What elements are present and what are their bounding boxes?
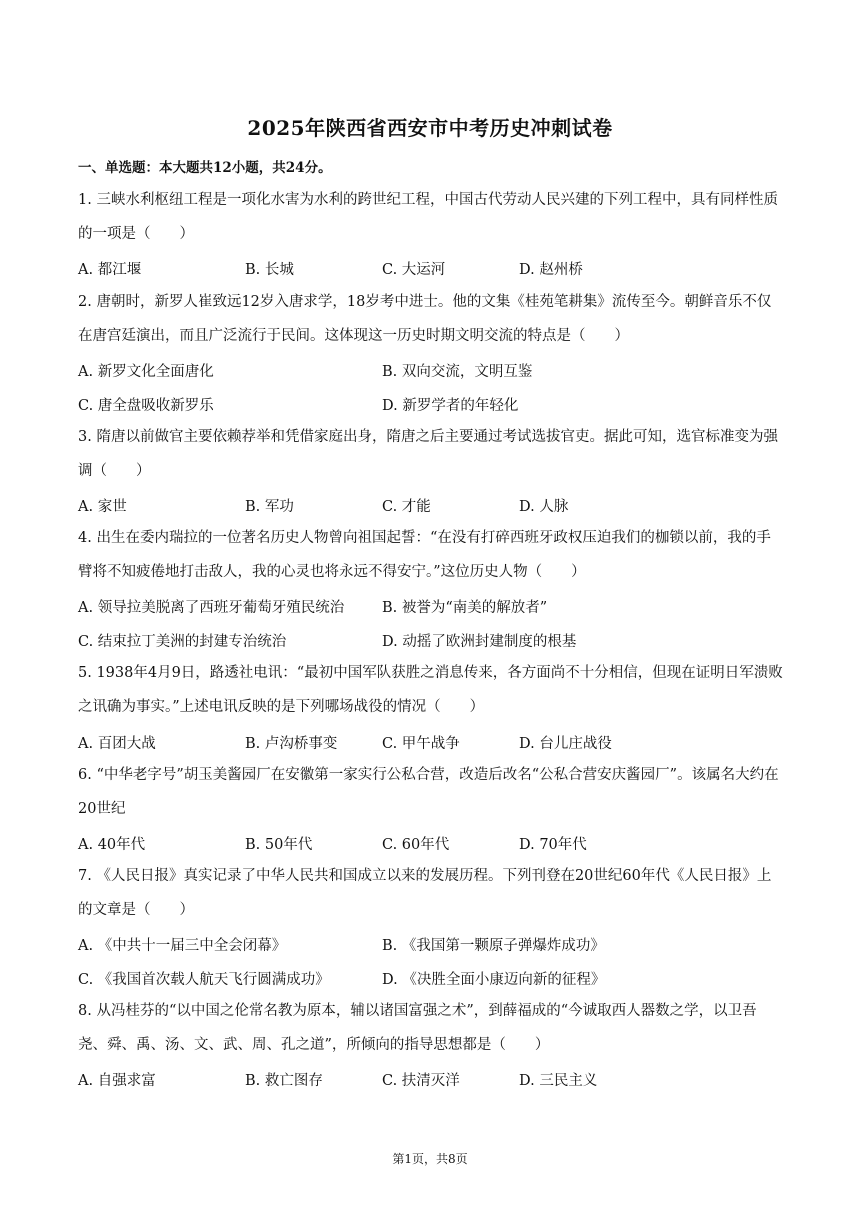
option-d: D. 台儿庄战役: [519, 736, 612, 752]
option-b: B. 被誉为“南美的解放者”: [382, 600, 548, 616]
option-a: A. 《中共十一届三中全会闭幕》: [78, 938, 287, 954]
option-c: C. 结束拉丁美洲的封建专治统治: [78, 634, 287, 650]
question-1: 1. 三峡水利枢纽工程是一项化水害为水利的跨世纪工程，中国古代劳动人民兴建的下列工程中，具有同样性质的一项是（ ）: [78, 192, 778, 242]
options-1: [78, 258, 784, 284]
page-title: 2025年陕西省西安市中考历史冲刺试卷: [247, 116, 613, 140]
options-5: [78, 732, 784, 758]
options-2b: [78, 394, 784, 420]
option-c: C. 扶清灭洋: [382, 1073, 460, 1089]
option-c: C. 才能: [382, 499, 431, 515]
question-2: 2. 唐朝时，新罗人崔致远12岁入唐求学，18岁考中进士。他的文集《桂苑笔耕集》流传至今。朝鲜音乐不仅在唐宫廷演出，而且广泛流行于民间。这体现这一历史时期文明交流的特点是（ ）: [78, 294, 772, 344]
option-a: A. 都江堰: [78, 262, 142, 278]
option-c: C. 大运河: [382, 262, 446, 278]
question-6: 6. “中华老字号”胡玉美酱园厂在安徽第一家实行公私合营，改造后改名“公私合营安庆酱园厂”。该属名大约在20世纪: [78, 767, 779, 817]
question-4: 4. 出生在委内瑞拉的一位著名历史人物曾向祖国起誓：“在没有打碎西班牙政权压迫我们的枷锁以前，我的手臂将不知疲倦地打击敌人，我的心灵也将永远不得安宁。”这位历史人物（ ）: [78, 530, 771, 580]
page-footer: 第1页，共8页: [392, 1152, 468, 1166]
question-7: 7. 《人民日报》真实记录了中华人民共和国成立以来的发展历程。下列刊登在20世纪60年代《人民日报》上的文章是（ ）: [78, 868, 772, 918]
option-d: D. 新罗学者的年轻化: [382, 398, 519, 414]
option-a: A. 自强求富: [78, 1073, 156, 1089]
question-3: 3. 隋唐以前做官主要依赖荐举和凭借家庭出身，隋唐之后主要通过考试选拔官吏。据此可知，选官标准变为强调（ ）: [78, 429, 778, 479]
option-b: B. 长城: [245, 262, 294, 278]
option-b: B. 卢沟桥事变: [245, 736, 338, 752]
option-b: B. 救亡图存: [245, 1073, 323, 1089]
options-4: [78, 596, 784, 622]
option-d: D. 动摇了欧洲封建制度的根基: [382, 634, 577, 650]
options-8: [78, 1069, 784, 1095]
option-a: A. 家世: [78, 499, 127, 515]
option-b: B. 双向交流，文明互鉴: [382, 364, 533, 380]
option-b: B. 50年代: [245, 837, 313, 853]
option-d: D. 《决胜全面小康迈向新的征程》: [382, 972, 606, 988]
option-a: A. 新罗文化全面唐化: [78, 364, 214, 380]
option-a: A. 百团大战: [78, 736, 156, 752]
question-8: 8. 从冯桂芬的“以中国之伦常名教为原本，辅以诸国富强之术”，到薛福成的“今诚取西人器数之学，以卫吾尧、舜、禹、汤、文、武、周、孔之道”，所倾向的指导思想都是（ ）: [78, 1003, 757, 1053]
options-7b: [78, 968, 784, 994]
option-a: A. 40年代: [78, 837, 146, 853]
option-b: B. 《我国第一颗原子弹爆炸成功》: [382, 938, 605, 954]
options-3: [78, 495, 784, 521]
options-6: [78, 833, 784, 859]
section-heading: 一、单选题：本大题共12小题，共24分。: [78, 160, 332, 176]
option-d: D. 70年代: [519, 837, 587, 853]
option-d: D. 赵州桥: [519, 262, 583, 278]
option-c: C. 甲午战争: [382, 736, 460, 752]
options-7: [78, 934, 784, 960]
option-a: A. 领导拉美脱离了西班牙葡萄牙殖民统治: [78, 600, 345, 616]
option-d: D. 三民主义: [519, 1073, 598, 1089]
options-2: [78, 360, 784, 386]
option-c: C. 60年代: [382, 837, 450, 853]
option-c: C. 唐全盘吸收新罗乐: [78, 398, 214, 414]
question-5: 5. 1938年4月9日，路透社电讯：“最初中国军队获胜之消息传来，各方面尚不十分相信，但现在证明日军溃败之讯确为事实。”上述电讯反映的是下列哪场战役的情况（ ）: [78, 665, 783, 715]
option-b: B. 军功: [245, 499, 294, 515]
option-d: D. 人脉: [519, 499, 569, 515]
option-c: C. 《我国首次载人航天飞行圆满成功》: [78, 972, 330, 988]
options-4b: [78, 630, 784, 656]
